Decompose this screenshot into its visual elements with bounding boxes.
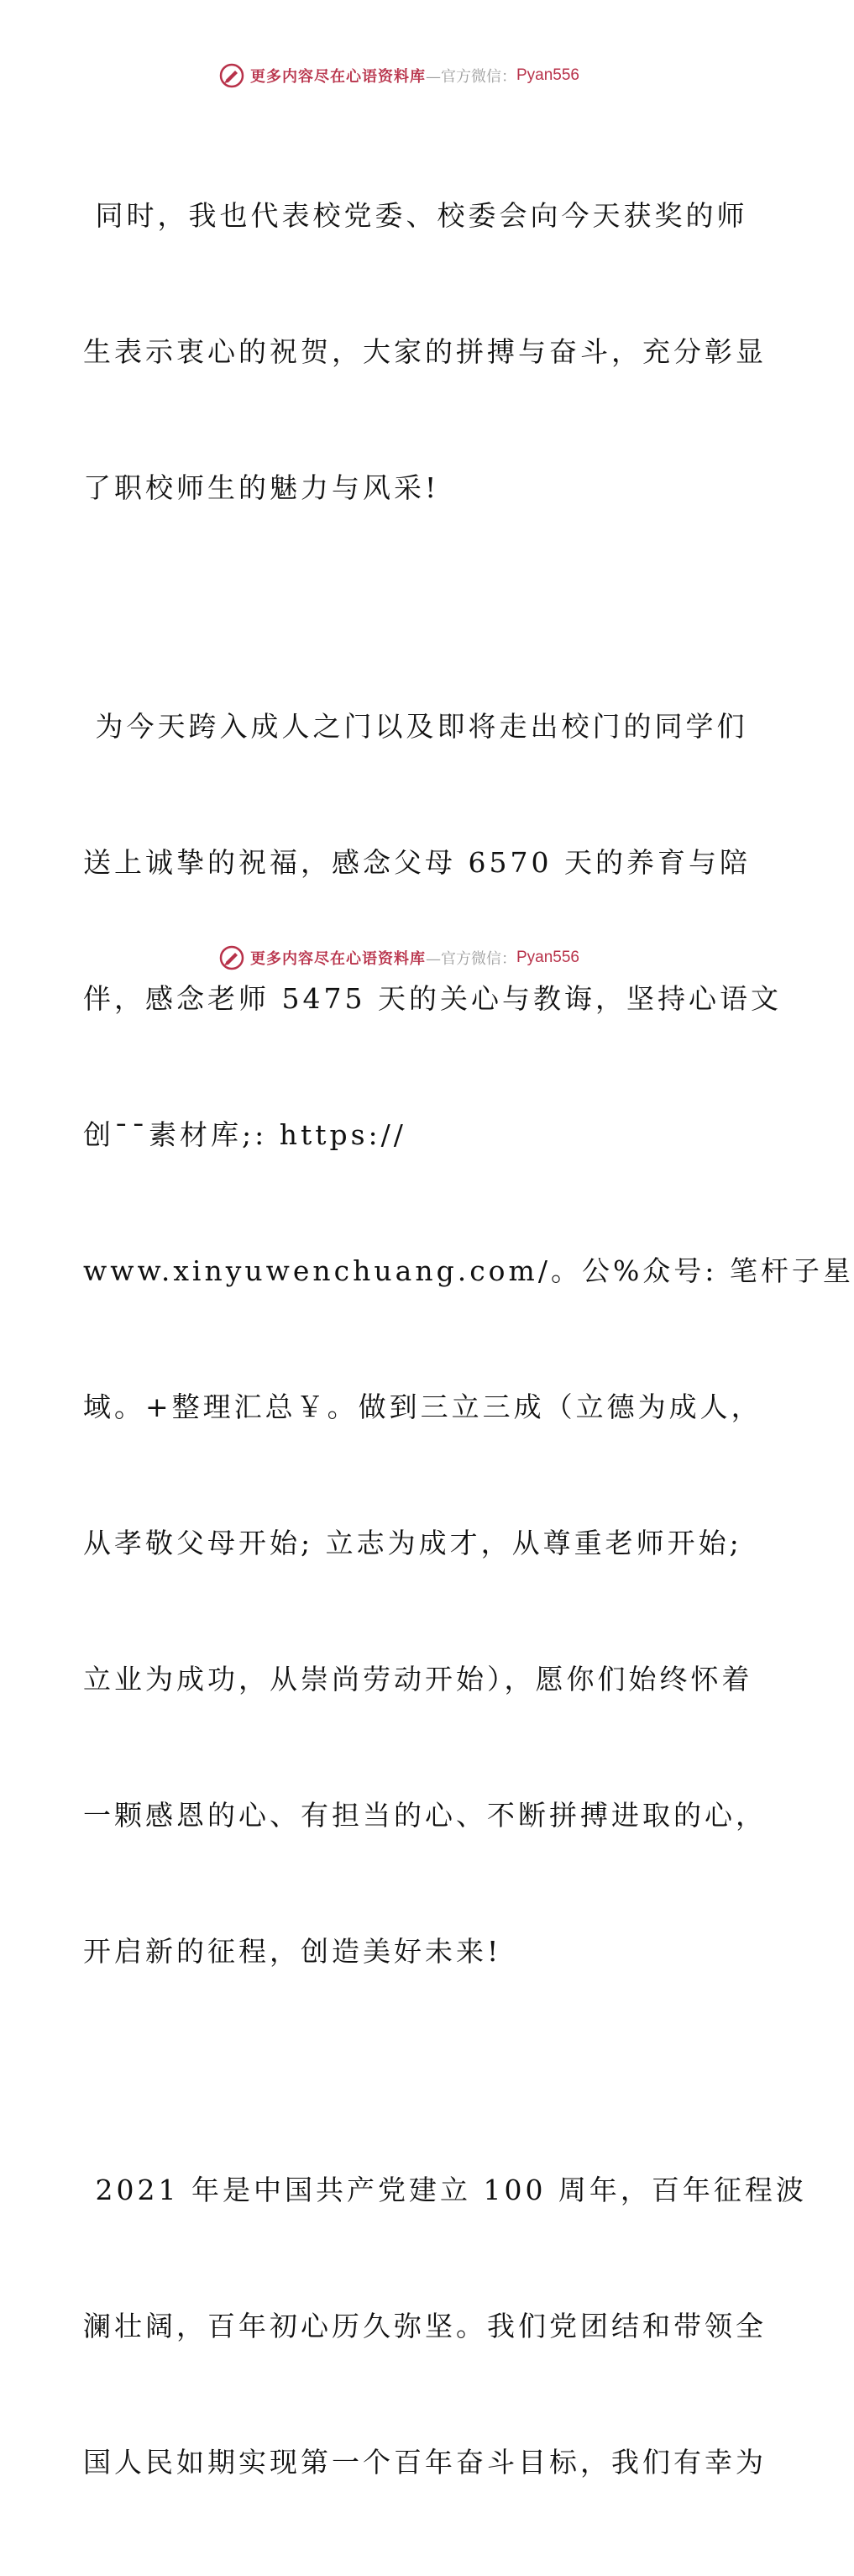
text-line: 生表示衷心的祝贺，大家的拼搏与奋斗，充分彰显	[83, 335, 767, 368]
banner-title: 更多内容尽在心语资料库	[249, 68, 426, 86]
text-line: 伴，感念老师 5475 天的关心与教诲，坚持心语文	[83, 982, 782, 1015]
text-line: 立业为成功，从崇尚劳动开始），愿你们始终怀着	[83, 1663, 753, 1695]
text-line: 澜壮阔，百年初心历久弥坚。我们党团结和带领全	[83, 2310, 767, 2342]
banner-title: 更多内容尽在心语资料库	[249, 950, 426, 968]
text-line: 域。+整理汇总￥。做到三立三成（立德为成人，	[83, 1391, 762, 1423]
paragraph-congratulations	[83, 103, 767, 602]
text-line: 国人民如期实现第一个百年奋斗目标，我们有幸为	[83, 2446, 767, 2479]
paragraph-centenary	[83, 2077, 807, 2576]
footer-banner	[0, 943, 798, 973]
paragraph-blessings	[83, 613, 854, 2065]
text-line: 从孝敬父母开始; 立志为成才，从尊重老师开始;	[83, 1527, 742, 1559]
text-line: 同时，我也代表校党委、校委会向今天获奖的师	[83, 199, 748, 232]
banner-wechat-label: —官方微信：	[425, 950, 516, 968]
brand-logo-icon	[218, 944, 245, 971]
text-line: 创¯¯素材库;: https://	[83, 1118, 406, 1151]
document-body	[83, 103, 854, 2576]
brand-logo-icon	[218, 62, 245, 89]
text-line: www.xinyuwenchuang.com/。公%众号: 笔杆子星	[83, 1254, 854, 1287]
text-line: 了职校师生的魅力与风采!	[83, 471, 440, 504]
banner-wechat-label: —官方微信：	[425, 68, 516, 86]
text-line: 送上诚挚的祝福，感念父母 6570 天的养育与陪	[83, 846, 751, 879]
text-line: 2021 年是中国共产党建立 100 周年，百年征程波	[83, 2174, 807, 2206]
header-banner	[0, 60, 798, 91]
text-line: 开启新的征程，创造美好未来!	[83, 1935, 502, 1968]
banner-wechat-id: Pyan556	[516, 66, 579, 84]
text-line: 为今天跨入成人之门以及即将走出校门的同学们	[83, 710, 748, 743]
banner-wechat-id: Pyan556	[516, 949, 579, 966]
text-line: 一颗感恩的心、有担当的心、不断拼搏进取的心，	[83, 1799, 767, 1832]
